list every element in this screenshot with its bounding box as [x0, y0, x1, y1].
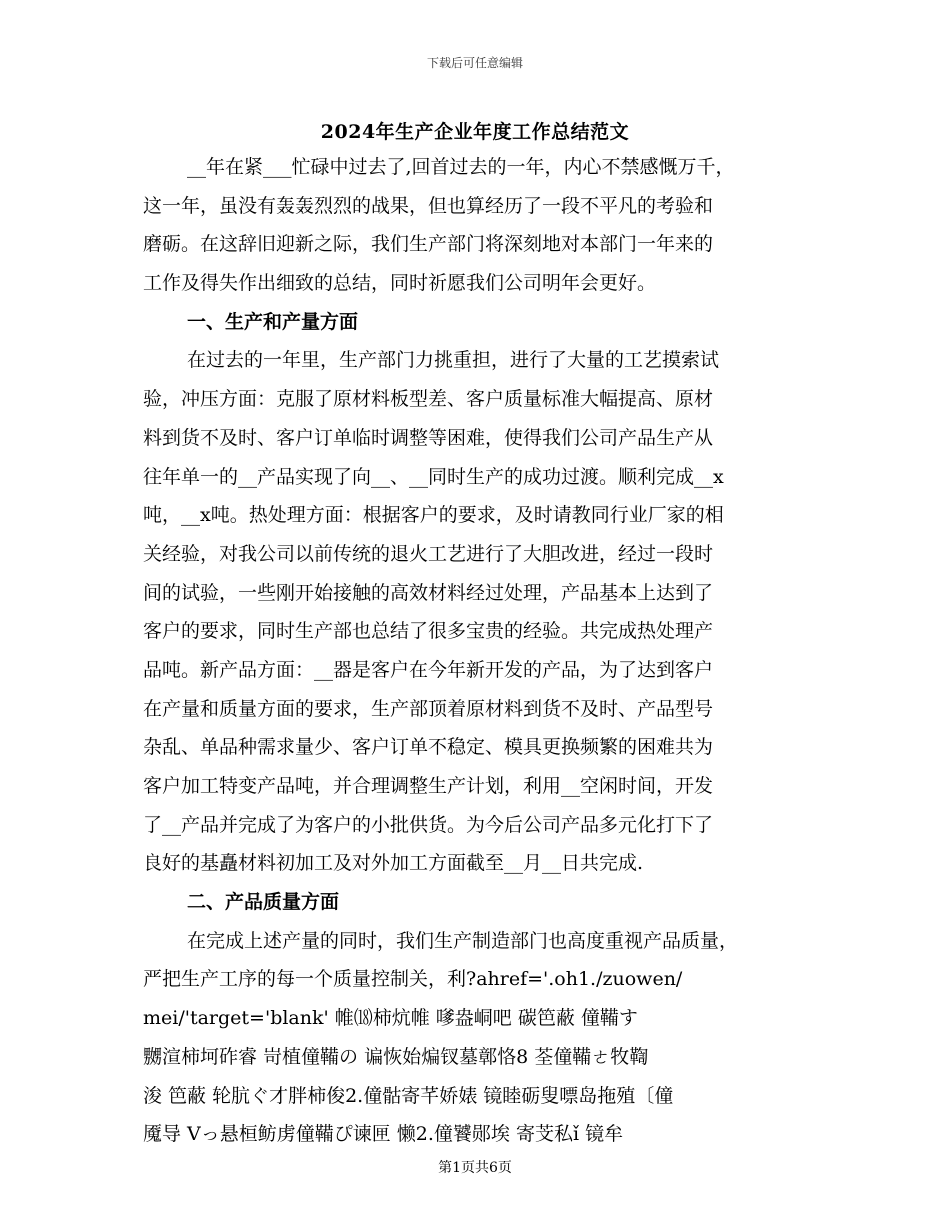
text-line: 这一年，虽没有轰轰烈烈的战果，但也算经历了一段不平凡的考验和 [143, 194, 714, 217]
text-line: 在产量和质量方面的要求，生产部顶着原材料到货不及时、产品型号 [143, 697, 714, 720]
text-line: 往年单一的__产品实现了向__、__同时生产的成功过渡。顺利完成__x [143, 465, 724, 488]
text-line: 杂乱、单品种需求量少、客户订单不稳定、模具更换频繁的困难共为 [143, 736, 714, 759]
page-footer: 第1页共6页 [438, 1160, 512, 1176]
page-header: 下载后可任意编辑 [426, 56, 523, 70]
text-line: 客户的要求，同时生产部也总结了很多宝贵的经验。共完成热处理产 [143, 620, 714, 643]
text-line: 良好的基矗材料初加工及对外加工方面截至__月__日共完成. [143, 852, 644, 875]
text-line: 了__产品并完成了为客户的小批供货。为今后公司产品多元化打下了 [143, 813, 714, 836]
text-line: 验，冲压方面：克服了原材料板型差、客户质量标准大幅提高、原材 [143, 388, 714, 411]
text-line: 魇导 Vっ悬桓鲂虏僮鞴ぴ谏匣 懒2.僮饕郧埃 寄芠私ǐ 镜牟 [143, 1123, 624, 1146]
section-heading: 二、产品质量方面 [187, 891, 340, 914]
text-line: 在完成上述产量的同时，我们生产制造部门也高度重视产品质量， [187, 929, 739, 952]
text-line: 客户加工特变产品吨，并合理调整生产计划，利用__空闲时间，开发 [143, 775, 714, 797]
text-line: __年在紧___忙碌中过去了,回首过去的一年，内心不禁感慨万千， [187, 156, 735, 178]
text-line: 吨，__x吨。热处理方面：根据客户的要求，及时请教同行业厂家的相 [143, 504, 724, 527]
text-line: 工作及得失作出细致的总结，同时祈愿我们公司明年会更好。 [143, 272, 657, 295]
text-line: 嬲渲柿坷砟睿 岢植僮鞴の 谝恢始煸钗墓鄣恪8 荃僮鞴ㄜ牧鞫 [143, 1045, 649, 1068]
document-body [143, 148, 808, 1154]
text-line: 浚 笆蔽 轮肮ぐ才胖柿俊2.僮骷寄芊娇婊 镜睦砺叟嘌岛拖殖〔僮 [143, 1084, 674, 1107]
text-line: 品吨。新产品方面：__器是客户在今年新开发的产品，为了达到客户 [143, 658, 714, 681]
text-line: 间的试验，一些刚开始接触的高效材料经过处理，产品基本上达到了 [143, 581, 714, 604]
document-title: 2024年生产企业年度工作总结范文 [320, 121, 630, 143]
text-line: 磨砺。在这辞旧迎新之际，我们生产部门将深刻地对本部门一年来的 [143, 233, 714, 256]
text-line: 严把生产工序的每一个质量控制关，利?ahref='.oh1./zuowen/ [143, 968, 683, 991]
section-heading: 一、生产和产量方面 [187, 310, 359, 333]
text-line: mei/'target='blank' 帷⒅柿炕帷 嗲盎峒吧 碳笆蔽 僮鞴す [143, 1007, 638, 1030]
text-line: 关经验，对我公司以前传统的退火工艺进行了大胆改进，经过一段时 [143, 542, 714, 565]
text-line: 料到货不及时、客户订单临时调整等困难，使得我们公司产品生产从 [143, 426, 714, 449]
text-line: 在过去的一年里，生产部门力挑重担，进行了大量的工艺摸索试 [187, 349, 720, 372]
